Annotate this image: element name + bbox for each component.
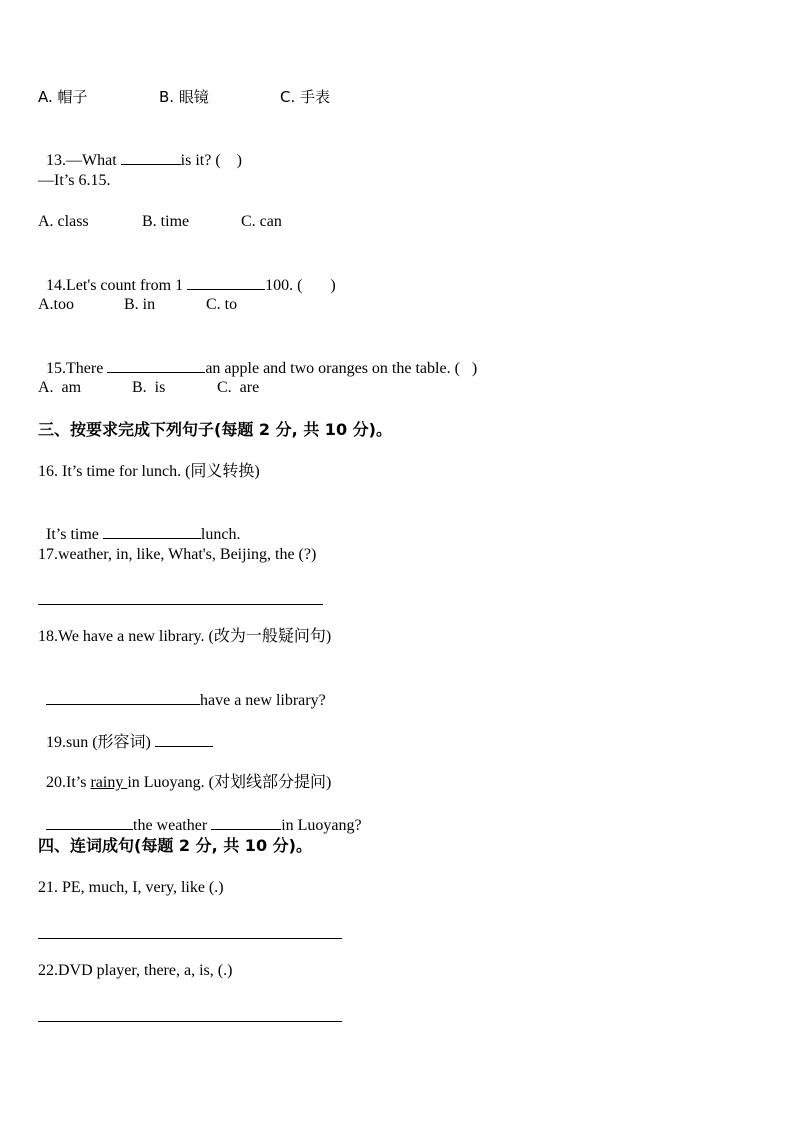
q13-option-c: C. can [241,213,282,230]
q16-answer-line [38,503,241,543]
q18-blank [46,689,200,705]
q15-option-b: B. is [132,379,166,396]
q21-question: 21. PE, much, I, very, like (.) [38,879,224,896]
q20-answer-line [38,794,362,834]
q12-option-b: B. 眼镜 [159,88,209,106]
q14-blank [187,274,265,290]
q13-question [38,129,242,169]
q18-question: 18.We have a new library. (改为一般疑问句) [38,628,332,645]
q14-prefix: 14.Let's count from 1 [46,277,188,294]
q15-option-c: C. are [217,379,260,396]
q13-blank [121,149,181,165]
q20-answer-mid: the weather [133,817,212,834]
q14-option-a: A.too [38,296,74,313]
q14-suffix: 100. ( ) [265,277,336,294]
q19-blank [155,731,213,747]
q16-blank [103,523,201,539]
section-3-heading: 三、按要求完成下列句子(每题 2 分, 共 10 分)。 [38,420,392,439]
section-4-heading: 四、连词成句(每题 2 分, 共 10 分)。 [38,836,312,855]
q15-suffix: an apple and two oranges on the table. ( ) [205,360,478,377]
q13-suffix: is it? ( ) [180,152,242,169]
q15-prefix: 15.There [46,360,108,377]
q14-question [38,254,336,294]
q18-answer-suffix: have a new library? [200,692,326,709]
q13-option-b: B. time [142,213,190,230]
q19-question [38,711,213,751]
q12-option-c: C. 手表 [280,88,331,106]
q16-answer-suffix: lunch. [200,526,241,543]
q12-option-a: A. 帽子 [38,88,88,106]
q14-option-c: C. to [206,296,238,313]
q20-prefix: 20.It’s [46,774,91,791]
q13-prefix: 13.—What [46,152,121,169]
q15-option-a: A. am [38,379,82,396]
q13-reply: —It’s 6.15. [38,172,111,189]
q20-suffix: in Luoyang. (对划线部分提问) [127,774,332,791]
q16-question: 16. It’s time for lunch. (同义转换) [38,463,260,480]
q17-answer-rule [38,604,323,605]
q18-answer-line [38,669,326,709]
q15-blank [107,357,205,373]
q20-question [38,753,332,791]
q13-option-a: A. class [38,213,89,230]
q15-question [38,337,478,377]
q14-option-b: B. in [124,296,156,313]
q20-underlined-word: rainy [90,774,128,791]
q22-answer-rule [38,1021,342,1022]
q22-question: 22.DVD player, there, a, is, (.) [38,962,233,979]
q17-question: 17.weather, in, like, What's, Beijing, the (?) [38,546,317,563]
q16-answer-prefix: It’s time [46,526,103,543]
q20-blank-1 [46,814,133,830]
q21-answer-rule [38,938,342,939]
q19-text: 19.sun (形容词) [46,734,155,751]
q20-answer-suffix: in Luoyang? [281,817,362,834]
q20-blank-2 [211,814,281,830]
